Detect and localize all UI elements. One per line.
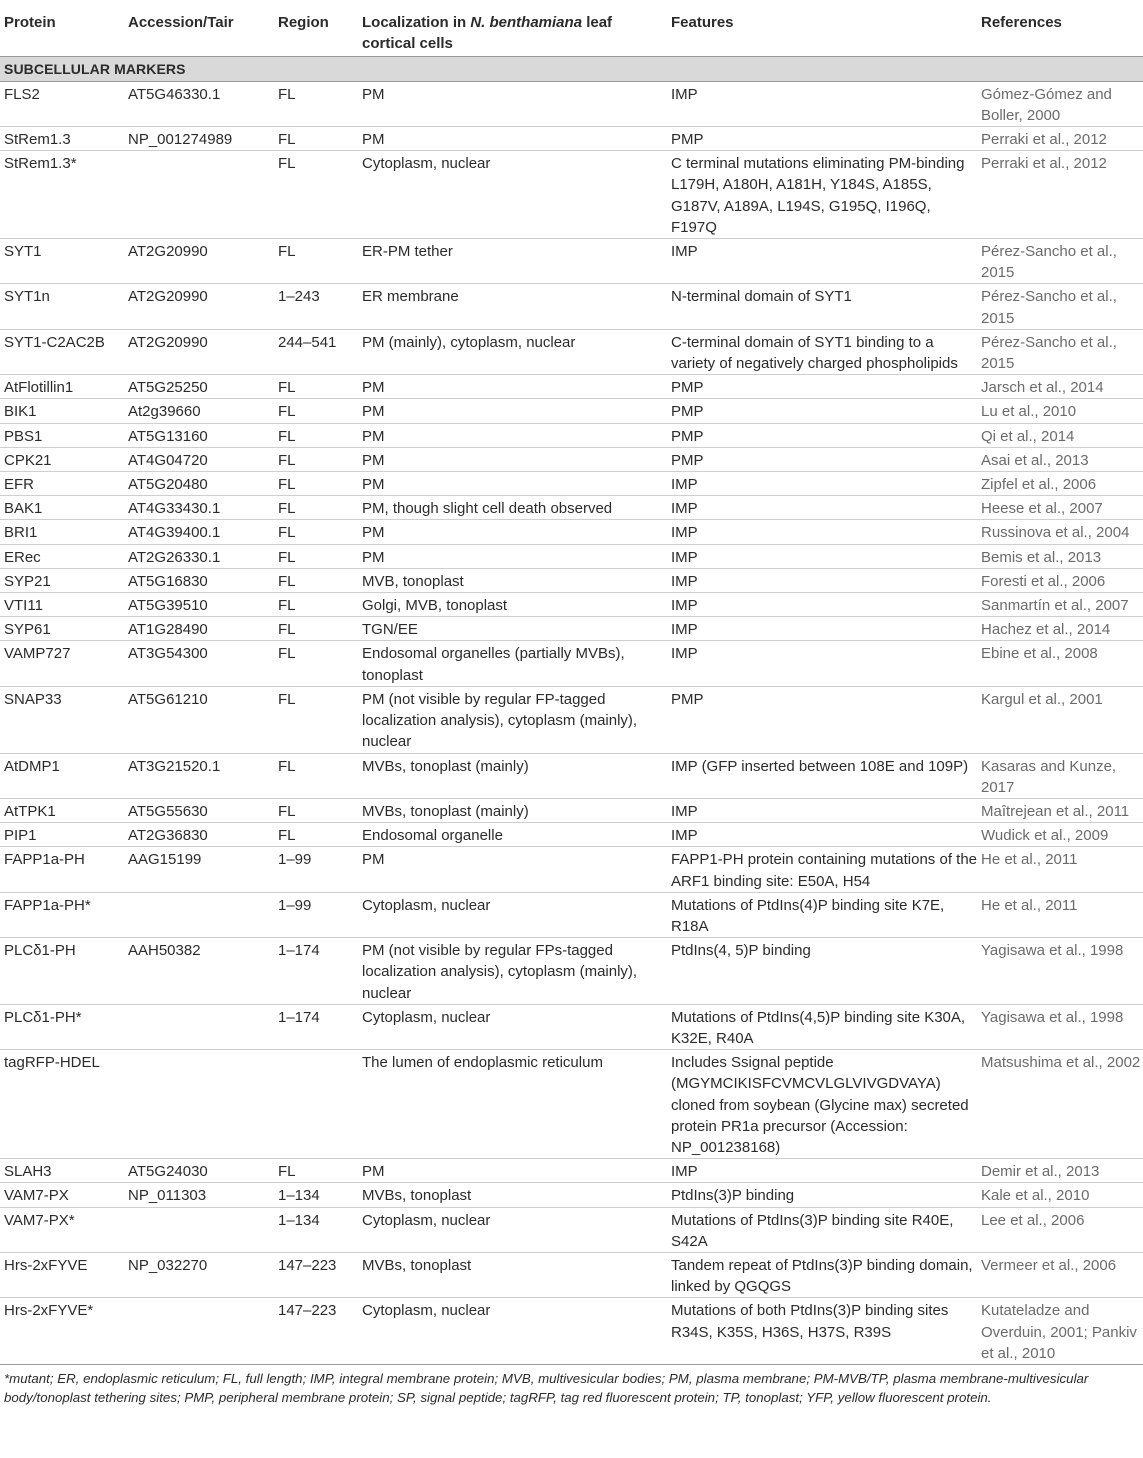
cell-accession: AT5G24030 — [124, 1159, 274, 1183]
table-row — [0, 892, 1143, 937]
cell-protein: SLAH3 — [0, 1159, 124, 1183]
cell-reference: Kasaras and Kunze, 2017 — [977, 753, 1143, 798]
cell-accession: AT5G20480 — [124, 472, 274, 496]
cell-protein: VAM7-PX — [0, 1183, 124, 1207]
cell-accession: At2g39660 — [124, 399, 274, 423]
cell-protein: BRI1 — [0, 520, 124, 544]
table-row — [0, 1159, 1143, 1183]
cell-protein: CPK21 — [0, 447, 124, 471]
cell-reference: Pérez-Sancho et al., 2015 — [977, 284, 1143, 329]
cell-reference: Heese et al., 2007 — [977, 496, 1143, 520]
cell-features: IMP (GFP inserted between 108E and 109P) — [667, 753, 977, 798]
cell-protein: SYT1-C2AC2B — [0, 329, 124, 374]
cell-localization: Cytoplasm, nuclear — [358, 1298, 667, 1365]
table-row — [0, 544, 1143, 568]
cell-localization: Cytoplasm, nuclear — [358, 1004, 667, 1049]
cell-protein: SYT1n — [0, 284, 124, 329]
cell-region: FL — [274, 472, 358, 496]
cell-localization: PM — [358, 847, 667, 892]
cell-accession: AT5G61210 — [124, 686, 274, 753]
cell-reference: Zipfel et al., 2006 — [977, 472, 1143, 496]
cell-localization: PM (mainly), cytoplasm, nuclear — [358, 329, 667, 374]
cell-features: IMP — [667, 593, 977, 617]
cell-reference: Hachez et al., 2014 — [977, 617, 1143, 641]
cell-features: PMP — [667, 423, 977, 447]
table-row — [0, 151, 1143, 239]
cell-localization: PM — [358, 1159, 667, 1183]
cell-region: FL — [274, 568, 358, 592]
cell-accession — [124, 1004, 274, 1049]
cell-accession: AT2G20990 — [124, 329, 274, 374]
cell-features: PMP — [667, 686, 977, 753]
cell-accession: AT2G20990 — [124, 284, 274, 329]
table-row — [0, 520, 1143, 544]
cell-reference: He et al., 2011 — [977, 847, 1143, 892]
cell-accession: AT1G28490 — [124, 617, 274, 641]
cell-accession: AT3G54300 — [124, 641, 274, 686]
cell-protein: PIP1 — [0, 823, 124, 847]
cell-region: 1–134 — [274, 1183, 358, 1207]
table-row — [0, 127, 1143, 151]
cell-region: FL — [274, 399, 358, 423]
cell-features: IMP — [667, 496, 977, 520]
cell-localization: Endosomal organelles (partially MVBs), tonoplast — [358, 641, 667, 686]
cell-region: 1–174 — [274, 938, 358, 1005]
cell-accession: AT5G25250 — [124, 375, 274, 399]
cell-localization: PM (not visible by regular FP-tagged localization analysis), cytoplasm (mainly), nuclear — [358, 686, 667, 753]
cell-reference: Kale et al., 2010 — [977, 1183, 1143, 1207]
cell-reference: Perraki et al., 2012 — [977, 127, 1143, 151]
cell-features: Mutations of both PtdIns(3)P binding sites R34S, K35S, H36S, H37S, R39S — [667, 1298, 977, 1365]
cell-protein: ERec — [0, 544, 124, 568]
table-row — [0, 568, 1143, 592]
cell-localization: PM — [358, 447, 667, 471]
table-row — [0, 1050, 1143, 1159]
cell-region: 1–99 — [274, 847, 358, 892]
cell-localization: TGN/EE — [358, 617, 667, 641]
cell-features: IMP — [667, 472, 977, 496]
cell-region: FL — [274, 496, 358, 520]
table-row — [0, 375, 1143, 399]
cell-accession — [124, 1050, 274, 1159]
cell-features: IMP — [667, 81, 977, 126]
cell-localization: The lumen of endoplasmic reticulum — [358, 1050, 667, 1159]
header-accession: Accession/Tair — [124, 0, 274, 57]
cell-region: FL — [274, 375, 358, 399]
cell-localization: PM — [358, 520, 667, 544]
cell-region: FL — [274, 447, 358, 471]
cell-features: PMP — [667, 447, 977, 471]
cell-accession: NP_001274989 — [124, 127, 274, 151]
table-row — [0, 753, 1143, 798]
cell-features: Tandem repeat of PtdIns(3)P binding domain, linked by QGQGS — [667, 1252, 977, 1297]
header-row — [0, 0, 1143, 57]
table-row — [0, 847, 1143, 892]
cell-region: FL — [274, 1159, 358, 1183]
cell-accession: AT2G36830 — [124, 823, 274, 847]
cell-reference: Perraki et al., 2012 — [977, 151, 1143, 239]
cell-features: IMP — [667, 520, 977, 544]
cell-features: C-terminal domain of SYT1 binding to a variety of negatively charged phospholipids — [667, 329, 977, 374]
cell-accession — [124, 151, 274, 239]
cell-reference: Maîtrejean et al., 2011 — [977, 798, 1143, 822]
cell-region: FL — [274, 617, 358, 641]
cell-region: 1–99 — [274, 892, 358, 937]
cell-reference: Matsushima et al., 2002 — [977, 1050, 1143, 1159]
cell-localization: MVBs, tonoplast — [358, 1252, 667, 1297]
cell-protein: Hrs-2xFYVE — [0, 1252, 124, 1297]
table-row — [0, 823, 1143, 847]
cell-localization: PM — [358, 81, 667, 126]
cell-region: 147–223 — [274, 1298, 358, 1365]
cell-accession — [124, 1207, 274, 1252]
cell-features: C terminal mutations eliminating PM-binding L179H, A180H, A181H, Y184S, A185S, G187V, A189A, L194S, G195Q, I196Q, F197Q — [667, 151, 977, 239]
cell-protein: VTI11 — [0, 593, 124, 617]
cell-region: 1–174 — [274, 1004, 358, 1049]
cell-localization: PM — [358, 375, 667, 399]
header-localization-prefix: Localization in — [362, 14, 471, 31]
cell-region: FL — [274, 593, 358, 617]
cell-protein: VAM7-PX* — [0, 1207, 124, 1252]
cell-features: Mutations of PtdIns(4)P binding site K7E, R18A — [667, 892, 977, 937]
cell-protein: FLS2 — [0, 81, 124, 126]
table-row — [0, 1207, 1143, 1252]
cell-protein: StRem1.3* — [0, 151, 124, 239]
cell-region: FL — [274, 81, 358, 126]
cell-features: IMP — [667, 544, 977, 568]
cell-protein: SYP21 — [0, 568, 124, 592]
cell-accession: AT5G39510 — [124, 593, 274, 617]
cell-reference: Qi et al., 2014 — [977, 423, 1143, 447]
cell-reference: Lu et al., 2010 — [977, 399, 1143, 423]
cell-accession — [124, 892, 274, 937]
cell-localization: ER membrane — [358, 284, 667, 329]
header-localization-suffix: leaf cortical cells — [362, 14, 613, 53]
cell-region: FL — [274, 686, 358, 753]
table-row — [0, 329, 1143, 374]
table-row — [0, 938, 1143, 1005]
cell-reference: Kargul et al., 2001 — [977, 686, 1143, 753]
cell-localization: ER-PM tether — [358, 239, 667, 284]
cell-protein: BIK1 — [0, 399, 124, 423]
cell-protein: VAMP727 — [0, 641, 124, 686]
cell-localization: PM — [358, 399, 667, 423]
cell-features: IMP — [667, 239, 977, 284]
cell-reference: Russinova et al., 2004 — [977, 520, 1143, 544]
cell-accession: AT5G46330.1 — [124, 81, 274, 126]
cell-accession: AT2G20990 — [124, 239, 274, 284]
cell-reference: Wudick et al., 2009 — [977, 823, 1143, 847]
cell-features: Mutations of PtdIns(4,5)P binding site K30A, K32E, R40A — [667, 1004, 977, 1049]
cell-region: FL — [274, 127, 358, 151]
table-row — [0, 284, 1143, 329]
cell-reference: Jarsch et al., 2014 — [977, 375, 1143, 399]
cell-features: PtdIns(3)P binding — [667, 1183, 977, 1207]
cell-features: IMP — [667, 641, 977, 686]
cell-localization: Endosomal organelle — [358, 823, 667, 847]
cell-localization: PM (not visible by regular FPs-tagged localization analysis), cytoplasm (mainly), nuclear — [358, 938, 667, 1005]
cell-accession: AT4G39400.1 — [124, 520, 274, 544]
cell-features: FAPP1-PH protein containing mutations of the ARF1 binding site: E50A, H54 — [667, 847, 977, 892]
table-row — [0, 472, 1143, 496]
cell-region: 1–243 — [274, 284, 358, 329]
cell-reference: Foresti et al., 2006 — [977, 568, 1143, 592]
cell-features: N-terminal domain of SYT1 — [667, 284, 977, 329]
cell-localization: PM — [358, 127, 667, 151]
cell-features: Includes Ssignal peptide (MGYMCIKISFCVMCVLGLVIVGDVAYA) cloned from soybean (Glycine max) secreted protein PR1a precursor (Accession: NP_001238168) — [667, 1050, 977, 1159]
cell-protein: Hrs-2xFYVE* — [0, 1298, 124, 1365]
table-row — [0, 798, 1143, 822]
cell-features: PtdIns(4, 5)P binding — [667, 938, 977, 1005]
section-title: SUBCELLULAR MARKERS — [0, 57, 1143, 81]
cell-protein: PLCδ1-PH* — [0, 1004, 124, 1049]
cell-features: PMP — [667, 399, 977, 423]
cell-localization: MVBs, tonoplast (mainly) — [358, 798, 667, 822]
table-row — [0, 1298, 1143, 1365]
cell-reference: Pérez-Sancho et al., 2015 — [977, 239, 1143, 284]
cell-region — [274, 1050, 358, 1159]
cell-features: IMP — [667, 823, 977, 847]
cell-features: IMP — [667, 568, 977, 592]
table-row — [0, 239, 1143, 284]
cell-reference: Yagisawa et al., 1998 — [977, 938, 1143, 1005]
cell-protein: StRem1.3 — [0, 127, 124, 151]
cell-accession: AT5G16830 — [124, 568, 274, 592]
cell-protein: AtDMP1 — [0, 753, 124, 798]
cell-reference: Ebine et al., 2008 — [977, 641, 1143, 686]
table-row — [0, 686, 1143, 753]
table-row — [0, 496, 1143, 520]
cell-accession: AT4G33430.1 — [124, 496, 274, 520]
cell-protein: SNAP33 — [0, 686, 124, 753]
cell-accession: AT5G13160 — [124, 423, 274, 447]
cell-region: FL — [274, 239, 358, 284]
cell-localization: PM — [358, 423, 667, 447]
cell-region: FL — [274, 641, 358, 686]
cell-localization: Golgi, MVB, tonoplast — [358, 593, 667, 617]
header-localization — [358, 0, 667, 57]
table-row — [0, 617, 1143, 641]
section-row — [0, 57, 1143, 81]
header-region: Region — [274, 0, 358, 57]
cell-accession: AT3G21520.1 — [124, 753, 274, 798]
cell-localization: Cytoplasm, nuclear — [358, 892, 667, 937]
cell-localization: MVB, tonoplast — [358, 568, 667, 592]
cell-protein: SYP61 — [0, 617, 124, 641]
cell-region: FL — [274, 823, 358, 847]
table-row — [0, 399, 1143, 423]
cell-protein: AtTPK1 — [0, 798, 124, 822]
table-footnote: *mutant; ER, endoplasmic reticulum; FL, full length; IMP, integral membrane protein; MVB, multivesicular bodies; PM, plasma membrane; PM-MVB/TP, plasma membrane-multivesicular body/tonoplast tethering sites; PMP, peripheral membrane protein; SP, signal peptide; tagRFP, tag red fluorescent protein; TP, tonoplast; YFP, yellow fluorescent protein. — [4, 1370, 1089, 1405]
cell-localization: Cytoplasm, nuclear — [358, 1207, 667, 1252]
cell-protein: tagRFP-HDEL — [0, 1050, 124, 1159]
cell-accession: AAG15199 — [124, 847, 274, 892]
cell-region: 244–541 — [274, 329, 358, 374]
cell-localization: MVBs, tonoplast — [358, 1183, 667, 1207]
header-protein: Protein — [0, 0, 124, 57]
cell-localization: PM — [358, 544, 667, 568]
header-localization-species: N. benthamiana — [470, 14, 583, 31]
cell-localization: PM — [358, 472, 667, 496]
cell-accession: AT2G26330.1 — [124, 544, 274, 568]
cell-region: FL — [274, 151, 358, 239]
cell-reference: Asai et al., 2013 — [977, 447, 1143, 471]
cell-protein: FAPP1a-PH* — [0, 892, 124, 937]
cell-accession: NP_032270 — [124, 1252, 274, 1297]
cell-features: PMP — [667, 375, 977, 399]
cell-protein: SYT1 — [0, 239, 124, 284]
cell-accession: AT5G55630 — [124, 798, 274, 822]
cell-protein: PLCδ1-PH — [0, 938, 124, 1005]
table-body — [0, 57, 1143, 1365]
cell-region: 147–223 — [274, 1252, 358, 1297]
table-row — [0, 1183, 1143, 1207]
cell-region: FL — [274, 520, 358, 544]
cell-reference: Pérez-Sancho et al., 2015 — [977, 329, 1143, 374]
table-row — [0, 641, 1143, 686]
table-row — [0, 423, 1143, 447]
header-features: Features — [667, 0, 977, 57]
cell-reference: Kutateladze and Overduin, 2001; Pankiv et al., 2010 — [977, 1298, 1143, 1365]
cell-region: 1–134 — [274, 1207, 358, 1252]
cell-accession: AAH50382 — [124, 938, 274, 1005]
cell-features: Mutations of PtdIns(3)P binding site R40E, S42A — [667, 1207, 977, 1252]
cell-features: IMP — [667, 617, 977, 641]
cell-reference: Yagisawa et al., 1998 — [977, 1004, 1143, 1049]
cell-region: FL — [274, 753, 358, 798]
cell-protein: EFR — [0, 472, 124, 496]
cell-region: FL — [274, 544, 358, 568]
cell-accession — [124, 1298, 274, 1365]
table-row — [0, 593, 1143, 617]
cell-localization: PM, though slight cell death observed — [358, 496, 667, 520]
cell-reference: Sanmartín et al., 2007 — [977, 593, 1143, 617]
cell-features: IMP — [667, 1159, 977, 1183]
table-row — [0, 1004, 1143, 1049]
table-row — [0, 447, 1143, 471]
header-references: References — [977, 0, 1143, 57]
cell-localization: Cytoplasm, nuclear — [358, 151, 667, 239]
cell-region: FL — [274, 798, 358, 822]
cell-region: FL — [274, 423, 358, 447]
table-row — [0, 81, 1143, 126]
cell-protein: BAK1 — [0, 496, 124, 520]
cell-accession: NP_011303 — [124, 1183, 274, 1207]
cell-protein: PBS1 — [0, 423, 124, 447]
cell-protein: FAPP1a-PH — [0, 847, 124, 892]
cell-reference: Gómez-Gómez and Boller, 2000 — [977, 81, 1143, 126]
cell-protein: AtFlotillin1 — [0, 375, 124, 399]
cell-reference: Bemis et al., 2013 — [977, 544, 1143, 568]
cell-features: PMP — [667, 127, 977, 151]
cell-localization: MVBs, tonoplast (mainly) — [358, 753, 667, 798]
table-row — [0, 1252, 1143, 1297]
cell-reference: He et al., 2011 — [977, 892, 1143, 937]
cell-reference: Vermeer et al., 2006 — [977, 1252, 1143, 1297]
cell-reference: Lee et al., 2006 — [977, 1207, 1143, 1252]
cell-reference: Demir et al., 2013 — [977, 1159, 1143, 1183]
cell-accession: AT4G04720 — [124, 447, 274, 471]
cell-features: IMP — [667, 798, 977, 822]
